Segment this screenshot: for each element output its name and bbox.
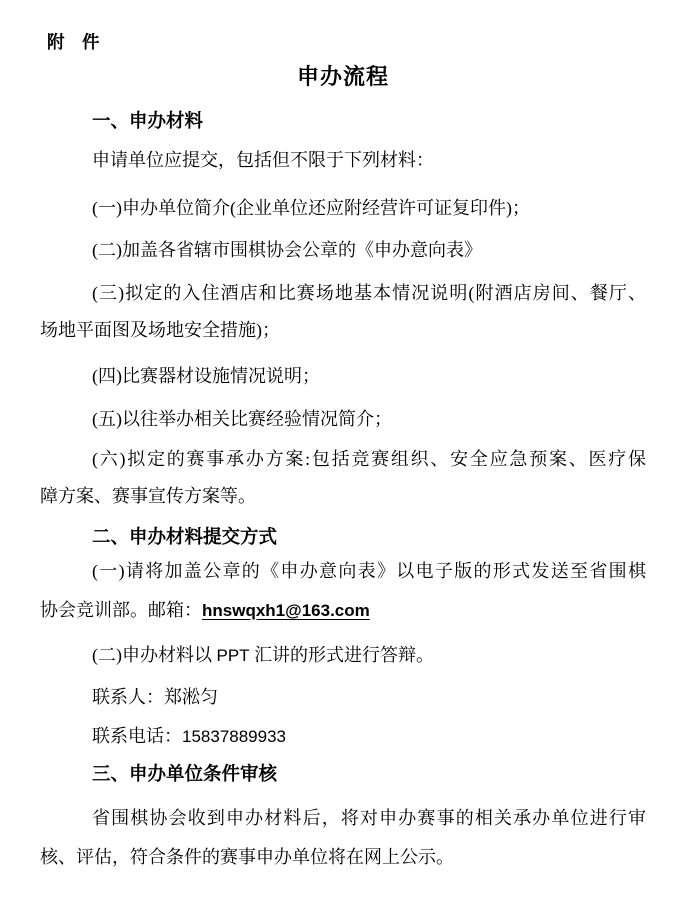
email-link[interactable]: hnswqxh1@163.com	[202, 601, 370, 620]
phone-label: 联系电话：	[92, 726, 182, 746]
section-2-item-2	[40, 643, 646, 668]
section-2-item-1-line-1: (一)请将加盖公章的《申办意向表》以电子版的形式发送至省围棋	[92, 561, 646, 581]
attachment-label: 附 件	[47, 32, 100, 52]
section-3-heading: 三、申办单位条件审核	[92, 765, 278, 785]
ppt-text: PPT	[216, 646, 250, 665]
section-1-item-4: (四)比赛器材设施情况说明；	[92, 366, 320, 386]
section-3-body-line-1: 省围棋协会收到申办材料后，将对申办赛事的相关承办单位进行审	[92, 808, 646, 828]
contact-phone	[40, 724, 646, 749]
section-1-item-6-line-2: 障方案、赛事宣传方案等。	[40, 486, 256, 506]
section-1-item-6-line-1: (六)拟定的赛事承办方案:包括竞赛组织、安全应急预案、医疗保	[92, 449, 646, 469]
section-1-item-1: (一)申办单位简介(企业单位还应附经营许可证复印件)；	[92, 198, 530, 218]
section-1-item-2: (二)加盖各省辖市围棋协会公章的《申办意向表》	[92, 240, 482, 260]
section-1-heading: 一、申办材料	[92, 112, 204, 132]
section-2-item-1-line-2	[40, 598, 646, 623]
page-title: 申办流程	[296, 64, 389, 89]
section-1-intro: 申请单位应提交，包括但不限于下列材料：	[92, 150, 434, 170]
section-2-heading: 二、申办材料提交方式	[92, 528, 278, 548]
phone-number: 15837889933	[182, 727, 287, 746]
section-1-item-3-line-1: (三)拟定的入住酒店和比赛场地基本情况说明(附酒店房间、餐厅、	[92, 283, 646, 303]
section-3-body-line-2: 核、评估，符合条件的赛事申办单位将在网上公示。	[40, 847, 454, 867]
section-1-item-3-line-2: 场地平面图及场地安全措施)；	[40, 320, 280, 340]
section-1-item-5: (五)以往举办相关比赛经验情况简介；	[92, 409, 392, 429]
email-line-prefix: 协会竞训部。邮箱：	[40, 600, 202, 620]
section-2-item-2-prefix: (二)申办材料以	[92, 645, 217, 665]
section-2-item-2-suffix: 汇讲的形式进行答辩。	[249, 645, 435, 665]
contact-person: 联系人：郑淞匀	[92, 687, 218, 707]
